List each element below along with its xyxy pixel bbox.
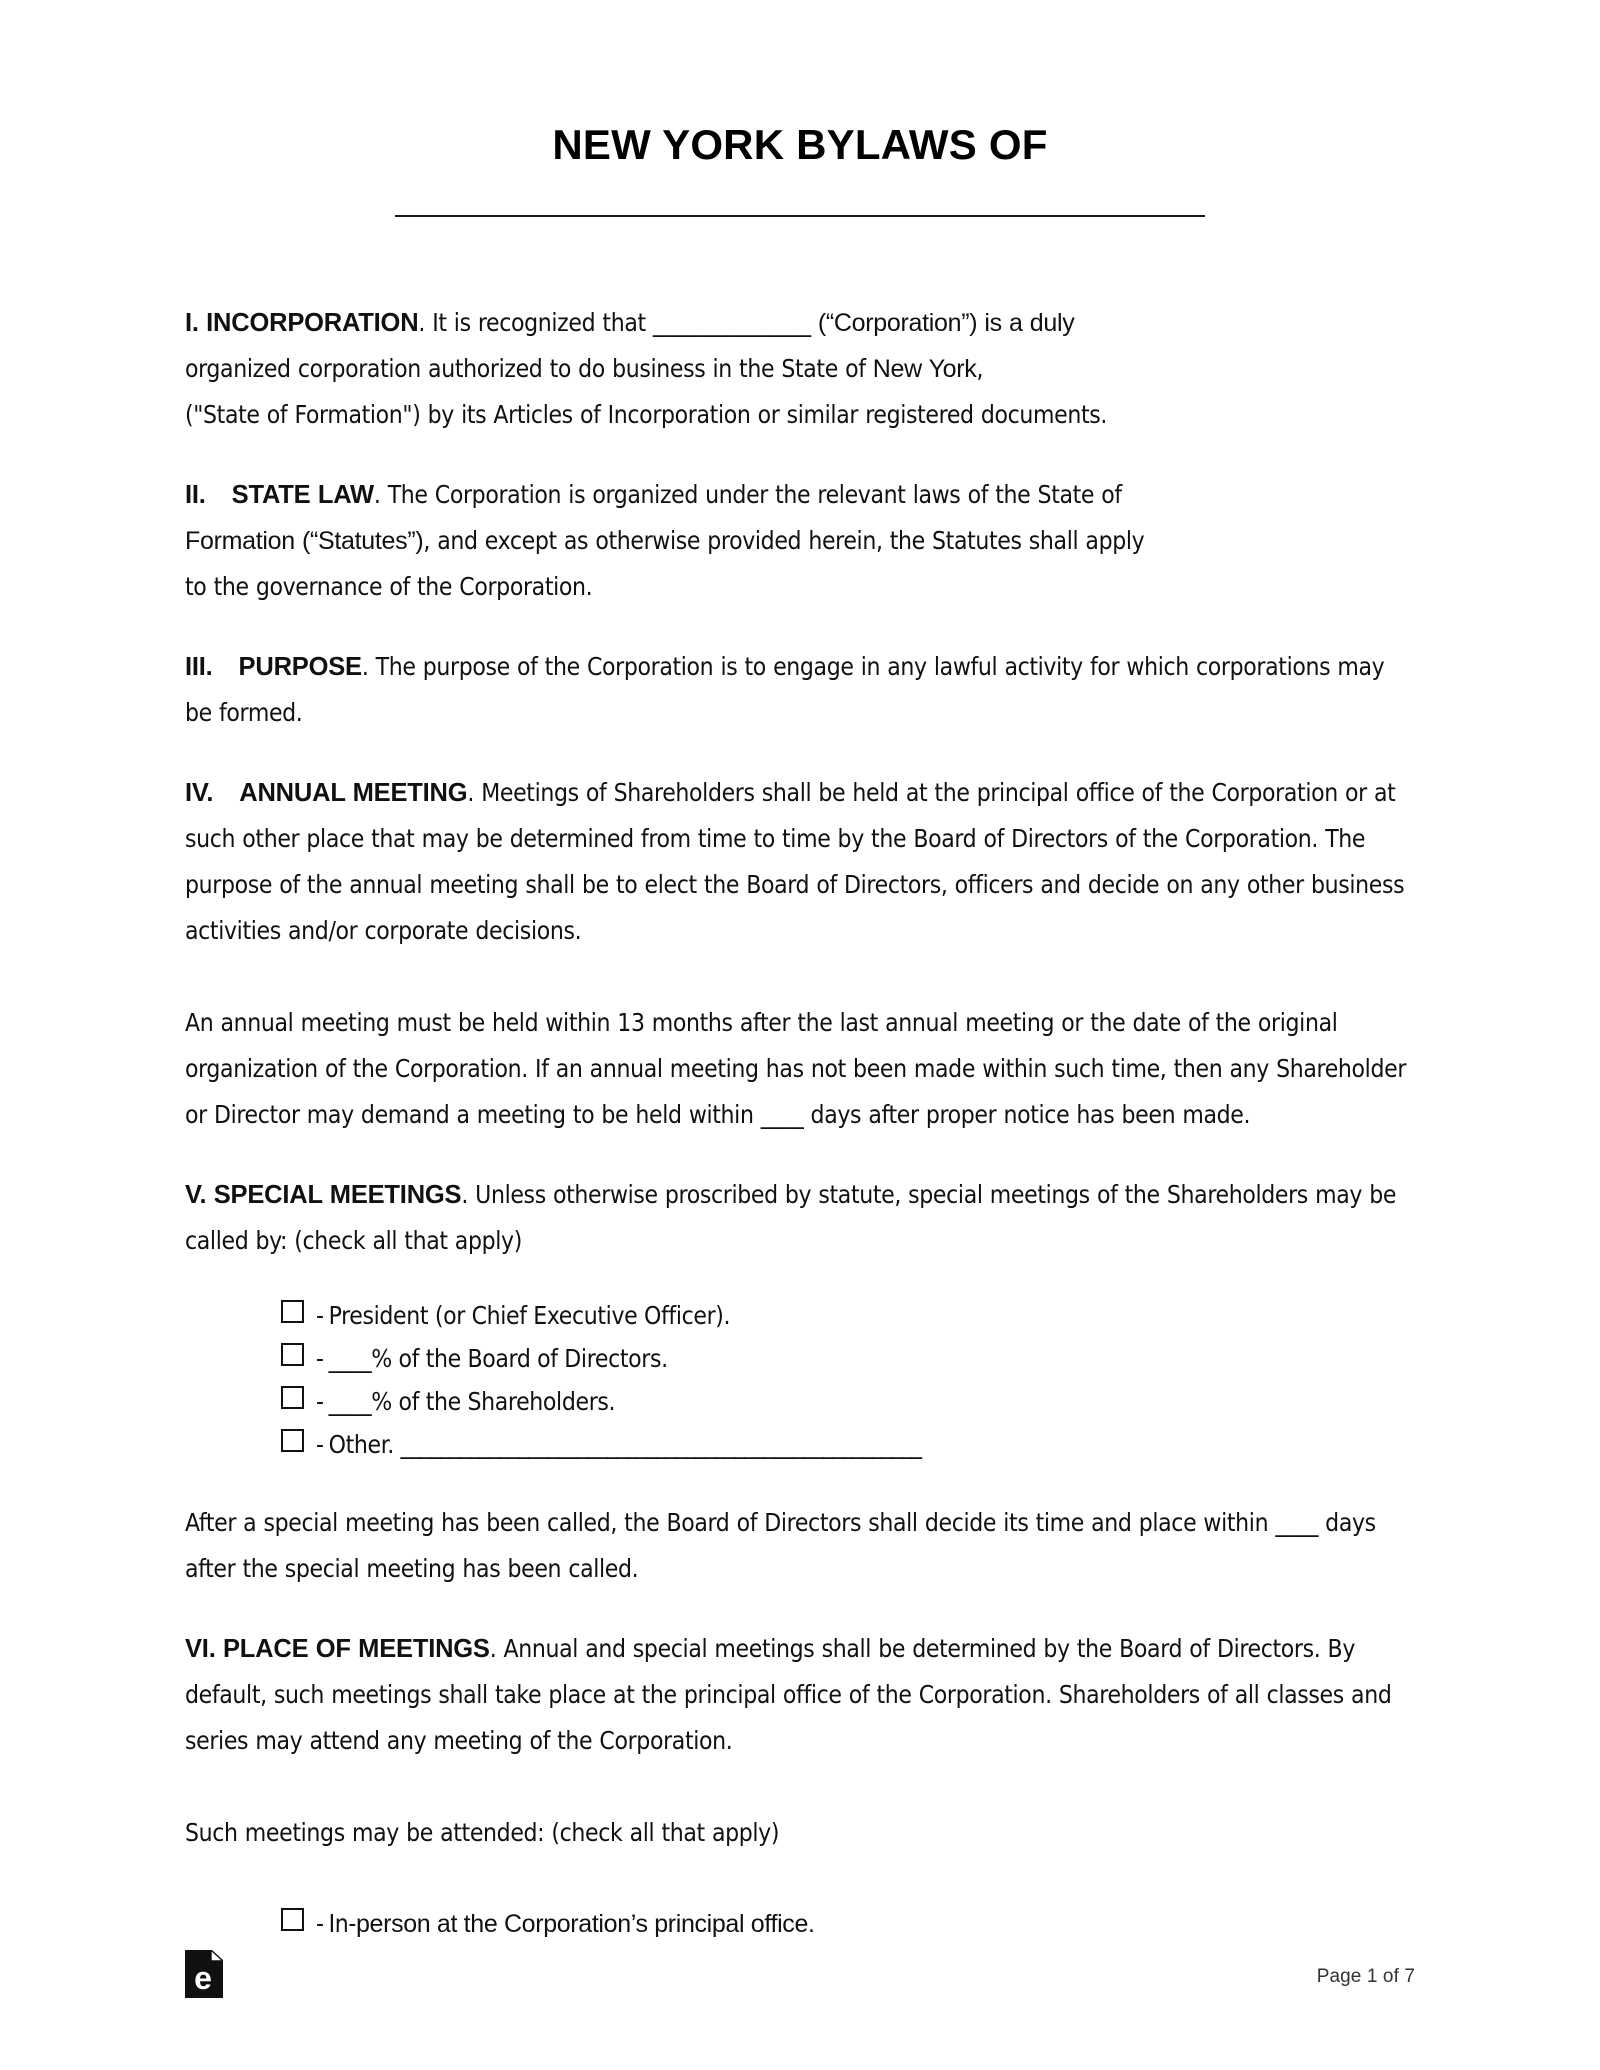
annual-meeting-paragraph-2-a: An annual meeting must be held within 13 months after the last annual meeting or the date of the original organization of the Corporation. If an annual meeting has not been made within such time, then any Shareholder or Director may demand a meeting to be held within bbox=[185, 1008, 1407, 1130]
list-item-percent: % bbox=[371, 1387, 392, 1417]
section-incorporation-text-4: ("State of Formation") by its Articles of Incorporation or similar registered documents. bbox=[185, 400, 1108, 430]
list-item-dash: - bbox=[316, 1430, 324, 1460]
list-item-dash: - bbox=[316, 1344, 324, 1374]
document-body bbox=[185, 300, 1415, 1946]
list-item-label bbox=[316, 1337, 668, 1380]
section-annual-meeting-text: . Meetings of Shareholders shall be held at the principal office of the Corporation or at such other place that may be determined from time to time by the Board of Directors of the Corporation. The purpose of the annual meeting shall be to elect the Board of Directors, officers and decide on any other business activities and/or corporate decisions. bbox=[185, 778, 1405, 946]
list-item-label bbox=[316, 1294, 730, 1337]
title-block bbox=[185, 0, 1415, 222]
page-title: NEW YORK BYLAWS OF bbox=[552, 121, 1048, 168]
section-state-law-text-2: , and except as otherwise provided herein, the Statutes shall apply bbox=[423, 526, 1145, 556]
section-annual-meeting bbox=[185, 770, 1415, 954]
checkbox-icon[interactable] bbox=[281, 1300, 304, 1323]
page-content bbox=[185, 0, 1415, 1946]
special-meetings-after-paragraph-blank: ____ bbox=[1275, 1508, 1319, 1538]
list-item-dash: - bbox=[316, 1909, 324, 1939]
list-item-text: of the Board of Directors. bbox=[391, 1344, 668, 1374]
special-meetings-checklist bbox=[185, 1294, 1415, 1466]
section-state-law-label: STATE LAW bbox=[231, 481, 374, 510]
checkbox-icon[interactable] bbox=[281, 1429, 304, 1452]
section-state-law-text-3: to the governance of the Corporation. bbox=[185, 572, 593, 602]
list-item-blank: ____ bbox=[328, 1344, 372, 1374]
list-item-prefix: In- bbox=[328, 1909, 356, 1939]
eforms-logo-letter: e bbox=[194, 1960, 212, 1996]
section-purpose-numeral: III. bbox=[185, 653, 213, 682]
checkbox-icon[interactable] bbox=[281, 1343, 304, 1366]
list-item-label bbox=[316, 1380, 615, 1423]
section-state-law bbox=[185, 472, 1415, 610]
list-item[interactable] bbox=[281, 1380, 1415, 1423]
section-incorporation-text-2: organized corporation authorized to do business in the State of bbox=[185, 354, 873, 384]
special-meetings-after-paragraph-a: After a special meeting has been called, the Board of Directors shall decide its time and place within bbox=[185, 1508, 1276, 1538]
checkbox-icon[interactable] bbox=[281, 1908, 304, 1931]
section-purpose bbox=[185, 644, 1415, 736]
section-incorporation bbox=[185, 300, 1415, 438]
section-place-of-meetings-label: VI. PLACE OF MEETINGS bbox=[185, 1635, 490, 1664]
section-annual-meeting-numeral: IV. bbox=[185, 779, 214, 808]
list-item-blank: ____ bbox=[328, 1387, 372, 1417]
section-incorporation-text-1: . It is recognized that bbox=[418, 308, 653, 338]
section-incorporation-text-3: , bbox=[976, 354, 984, 384]
section-incorporation-state: New York bbox=[872, 355, 977, 384]
list-item[interactable] bbox=[281, 1423, 1415, 1466]
checkbox-icon[interactable] bbox=[281, 1386, 304, 1409]
list-item-dash: - bbox=[316, 1387, 324, 1417]
list-item-trailing-blank: _____________________________________________________ bbox=[400, 1430, 921, 1460]
section-incorporation-label: I. INCORPORATION bbox=[185, 309, 419, 338]
list-item[interactable] bbox=[281, 1337, 1415, 1380]
list-item-text: Other. bbox=[328, 1430, 401, 1460]
section-incorporation-corporation-term: (“Corporation”) is a duly bbox=[810, 309, 1075, 338]
section-annual-meeting-label: ANNUAL MEETING bbox=[239, 779, 468, 808]
section-state-law-statutes: Formation (“Statutes”) bbox=[185, 527, 424, 556]
special-meetings-after-paragraph bbox=[185, 1500, 1415, 1592]
list-item[interactable] bbox=[281, 1294, 1415, 1337]
list-item-text: of the Shareholders. bbox=[391, 1387, 616, 1417]
section-place-of-meetings bbox=[185, 1626, 1415, 1764]
place-of-meetings-attended-intro: Such meetings may be attended: (check all that apply) bbox=[185, 1818, 780, 1848]
section-state-law-numeral: II. bbox=[185, 481, 206, 510]
section-purpose-text: . The purpose of the Corporation is to engage in any lawful activity for which corporations may be formed. bbox=[185, 652, 1385, 728]
section-purpose-label: PURPOSE bbox=[238, 653, 362, 682]
title-blank-line bbox=[395, 214, 1205, 217]
eforms-logo-icon bbox=[185, 1950, 223, 1998]
annual-meeting-paragraph-2 bbox=[185, 1000, 1415, 1138]
page-number: Page 1 of 7 bbox=[1316, 1966, 1415, 1987]
section-incorporation-blank: _______________ bbox=[652, 308, 811, 338]
section-place-of-meetings-text: . Annual and special meetings shall be determined by the Board of Directors. By default, such meetings shall take place at the principal office of the Corporation. Shareholders of all classes and series may attend any meeting of the Corporation. bbox=[185, 1634, 1392, 1756]
section-special-meetings bbox=[185, 1172, 1415, 1264]
section-special-meetings-text: . Unless otherwise proscribed by statute, special meetings of the Shareholders may be called by: (check all that apply) bbox=[185, 1180, 1397, 1256]
title-blank-line-wrap bbox=[185, 204, 1415, 222]
special-meetings-after-paragraph-b: days after the special meeting has been called. bbox=[185, 1508, 1376, 1584]
annual-meeting-paragraph-2-blank: ____ bbox=[760, 1100, 804, 1130]
list-item-label bbox=[316, 1423, 921, 1466]
annual-meeting-paragraph-2-b: days after proper notice has been made. bbox=[803, 1100, 1251, 1130]
section-special-meetings-label: V. SPECIAL MEETINGS bbox=[185, 1181, 462, 1210]
list-item-percent: % bbox=[371, 1344, 392, 1374]
section-state-law-text-1: . The Corporation is organized under the relevant laws of the State of bbox=[373, 480, 1122, 510]
list-item-dash: - bbox=[316, 1301, 324, 1331]
list-item-text: person at the Corporation’s principal office. bbox=[355, 1910, 815, 1939]
page-footer bbox=[185, 1932, 1415, 2002]
list-item-text: President (or Chief Executive Officer). bbox=[328, 1301, 731, 1331]
